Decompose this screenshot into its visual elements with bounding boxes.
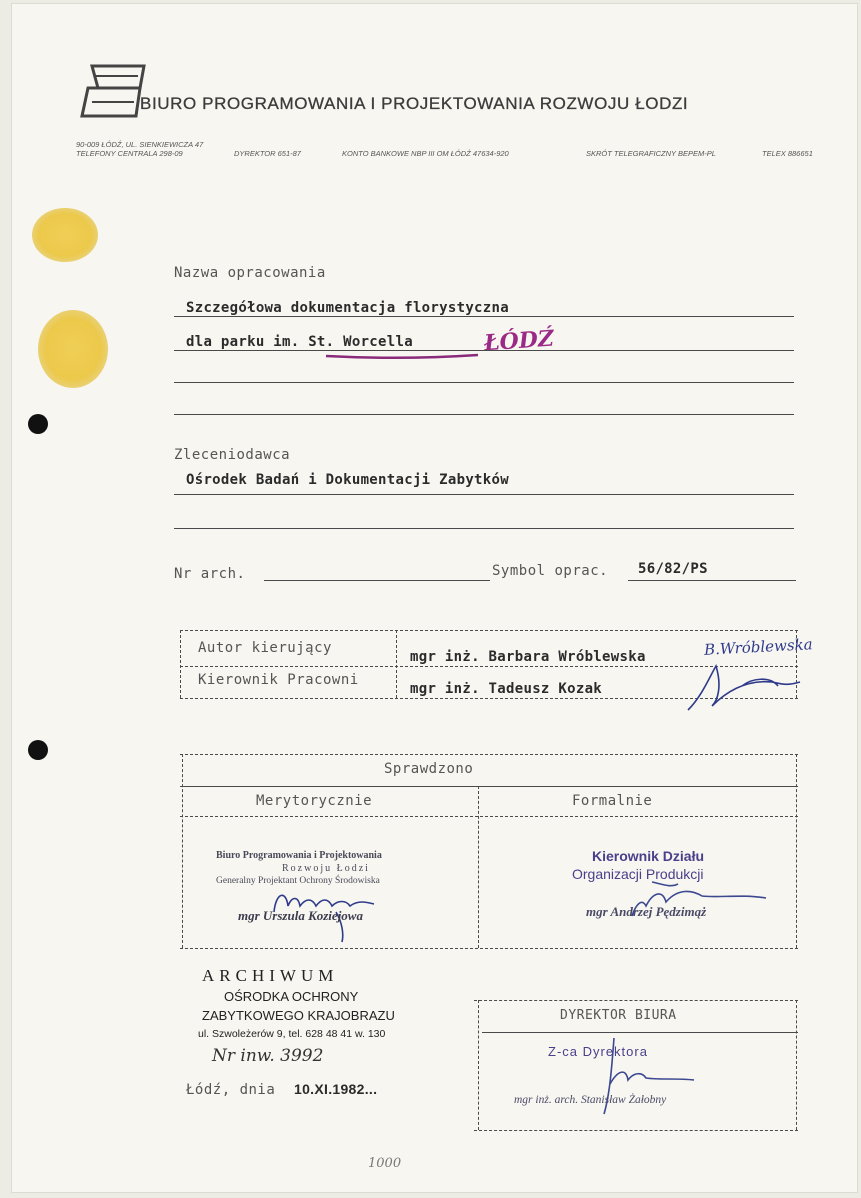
head-signature (682, 656, 812, 716)
title-underline-1 (174, 316, 794, 317)
checked-col-merit: Merytorycznie (256, 793, 373, 809)
archive-label: Nr arch. (174, 566, 246, 582)
letterhead-phone: TELEFONY CENTRALA 298-09 (76, 149, 183, 158)
title-line1: Szczegółowa dokumentacja florystyczna (186, 300, 509, 316)
checked-border-2 (180, 786, 798, 787)
stamp1-name: mgr Urszula Koziejowa (238, 908, 363, 923)
punch-hole-top (28, 414, 48, 434)
director-name: mgr inż. arch. Stanisław Żałobny (514, 1094, 667, 1106)
letterhead-title: BIURO PROGRAMOWANIA I PROJEKTOWANIA ROZWOJU ŁODZI (140, 94, 689, 113)
director-border-right (796, 1000, 797, 1130)
punch-hole-bottom (28, 740, 48, 760)
checked-col-formal: Formalnie (572, 793, 653, 809)
lead-author-signature: B.Wróblewska (703, 635, 813, 659)
director-border-top (474, 1000, 798, 1001)
archive-stamp-line4: ul. Szwoleżerów 9, tel. 628 48 41 w. 130 (198, 1028, 386, 1040)
symbol-label: Symbol oprac. (492, 563, 609, 579)
letterhead-bank: KONTO BANKOWE NBP III OM ŁÓDŹ 47634-920 (342, 149, 509, 158)
title-underline-3 (174, 382, 794, 383)
date-prefix: Łódź, dnia (186, 1082, 276, 1098)
stamp2-line1: Kierownik Działu (592, 848, 705, 864)
authors-border-divider (396, 630, 397, 698)
lead-author-label: Autor kierujący (198, 640, 332, 656)
head-label: Kierownik Pracowni (198, 672, 359, 688)
title-label: Nazwa opracowania (174, 265, 326, 281)
director-deputy: Z-ca Dyrektora (548, 1044, 648, 1059)
client-underline-1 (174, 494, 794, 495)
letterhead-address: 90-009 ŁÓDŹ, UL. SIENKIEWICZA 47 (76, 140, 204, 149)
stamp1-line1: Biuro Programowania i Projektowania (216, 850, 382, 861)
title-line2: dla parku im. St. Worcella (186, 334, 413, 350)
director-border-bottom (474, 1130, 798, 1131)
title-underline-2 (174, 350, 794, 351)
client-underline-2 (174, 528, 794, 529)
director-border-mid (482, 1032, 798, 1033)
archive-stamp-line3: ZABYTKOWEGO KRAJOBRAZU (202, 1008, 395, 1023)
symbol-value: 56/82/PS (638, 561, 708, 577)
checked-header: Sprawdzono (384, 761, 474, 777)
checked-border-3 (180, 816, 798, 817)
letterhead-director: DYREKTOR 651-87 (234, 149, 301, 158)
stain-upper (32, 208, 98, 262)
archive-inventory: Nr inw. 3992 (212, 1046, 324, 1066)
footer-note: 1000 (368, 1156, 402, 1171)
archive-stamp-line2: OŚRODKA OCHRONY (224, 989, 359, 1004)
stamp1-line2: Rozwoju Łodzi (282, 863, 370, 874)
head-value: mgr inż. Tadeusz Kozak (410, 681, 603, 697)
authors-border-top (180, 630, 798, 631)
date-value: 10.XI.1982... (294, 1081, 378, 1097)
client-label: Zleceniodawca (174, 447, 291, 463)
stain-lower (38, 310, 108, 388)
archive-stamp-line1: ARCHIWUM (202, 966, 339, 985)
lead-author-value: mgr inż. Barbara Wróblewska (410, 649, 646, 665)
stamp1-line3: Generalny Projektant Ochrony Środowiska (216, 876, 380, 886)
director-border-left (478, 1000, 479, 1130)
document-page (12, 4, 857, 1192)
checked-border-divider (478, 786, 479, 948)
letterhead-telex: TELEX 886651 (762, 149, 813, 158)
letterhead-telegraph: SKRÓT TELEGRAFICZNY BEPEM-PL (586, 149, 716, 158)
checked-border-bottom (180, 948, 798, 949)
handwritten-city: ŁÓDŹ (483, 325, 555, 357)
handwritten-underline (322, 350, 482, 362)
checked-border-top (180, 754, 798, 755)
checked-border-right (796, 754, 797, 948)
symbol-underline (628, 580, 796, 581)
director-header: DYREKTOR BIURA (560, 1008, 677, 1023)
authors-border-left (180, 630, 181, 698)
archive-underline (264, 580, 490, 581)
title-underline-4 (174, 414, 794, 415)
stamp2-name: mgr Andrzej Pędzimąż (586, 904, 707, 919)
client-value: Ośrodek Badań i Dokumentacji Zabytków (186, 472, 509, 488)
stamp2-line2: Organizacji Produkcji (572, 866, 704, 882)
checked-border-left (182, 754, 183, 948)
